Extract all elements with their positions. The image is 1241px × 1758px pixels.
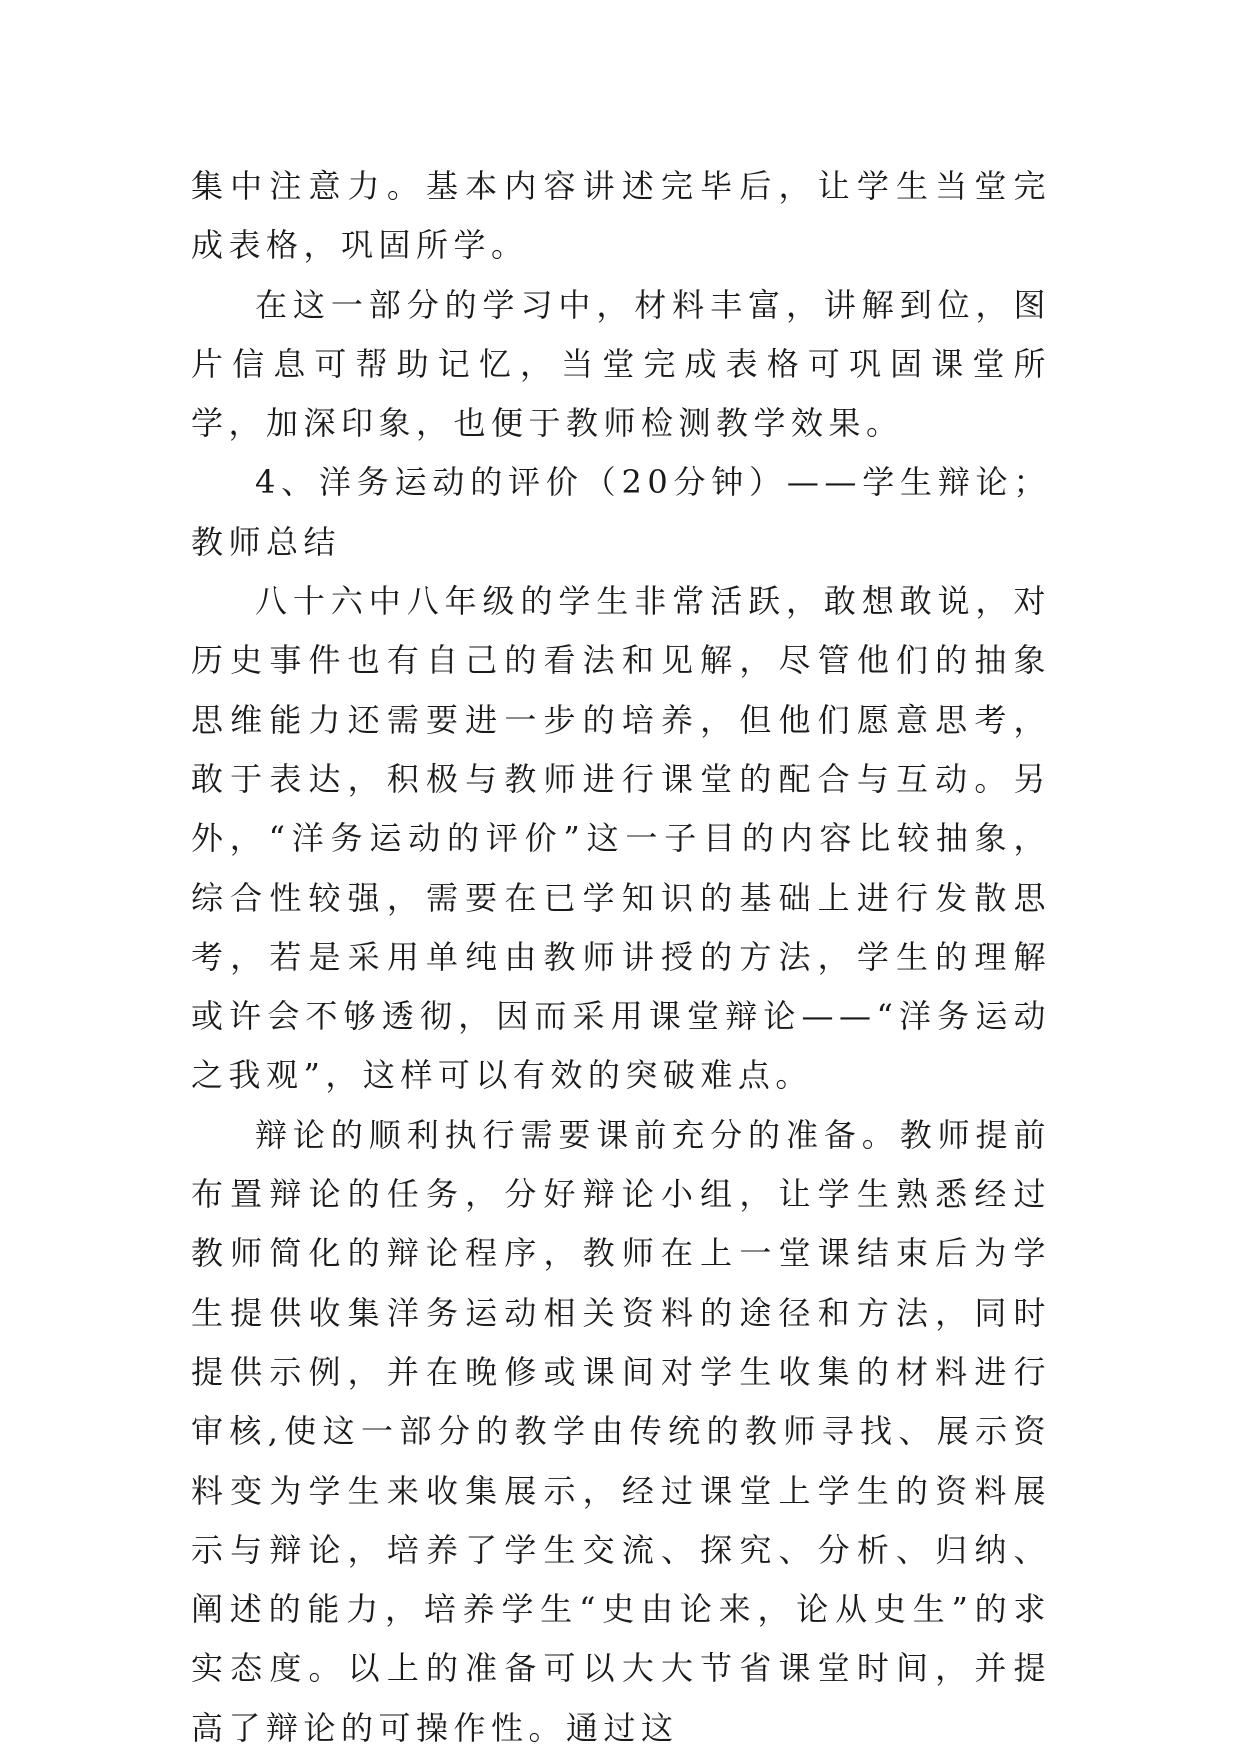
- paragraph-attention: 集中注意力。基本内容讲述完毕后，让学生当堂完成表格，巩固所学。: [191, 167, 1051, 265]
- document-body: [191, 157, 1051, 1758]
- paragraph-debate-preparation: 辩论的顺利执行需要课前充分的准备。教师提前布置辩论的任务，分好辩论小组，让学生熟悉经过教师简化的辩论程序，教师在上一堂课结束后为学生提供收集洋务运动相关资料的途径和方法，同时提供示例，并在晚修或课间对学生收集的材料进行审核,使这一部分的教学由传统的教师寻找、展示资料变为学生来收集展示，经过课堂上学生的资料展示与辩论，培养了学生交流、探究、分析、归纳、阐述的能力，培养学生“史由论来，论从史生”的求实态度。以上的准备可以大大节省课堂时间，并提高了辩论的可操作性。通过这: [191, 1115, 1051, 1747]
- paragraph-student-analysis: 八十六中八年级的学生非常活跃，敢想敢说，对历史事件也有自己的看法和见解，尽管他们的抽象思维能力还需要进一步的培养，但他们愿意思考，敢于表达，积极与教师进行课堂的配合与互动。另外，“洋务运动的评价”这一子目的内容比较抽象，综合性较强，需要在已学知识的基础上进行发散思考，若是采用单纯由教师讲授的方法，学生的理解或许会不够透彻，因而采用课堂辩论——“洋务运动之我观”，这样可以有效的突破难点。: [191, 582, 1051, 1095]
- section-heading-evaluation: 4、洋务运动的评价（20分钟）——学生辩论；教师总结: [191, 463, 1051, 561]
- paragraph-learning-summary: 在这一部分的学习中，材料丰富，讲解到位，图片信息可帮助记忆，当堂完成表格可巩固课堂所学，加深印象，也便于教师检测教学效果。: [191, 285, 1051, 443]
